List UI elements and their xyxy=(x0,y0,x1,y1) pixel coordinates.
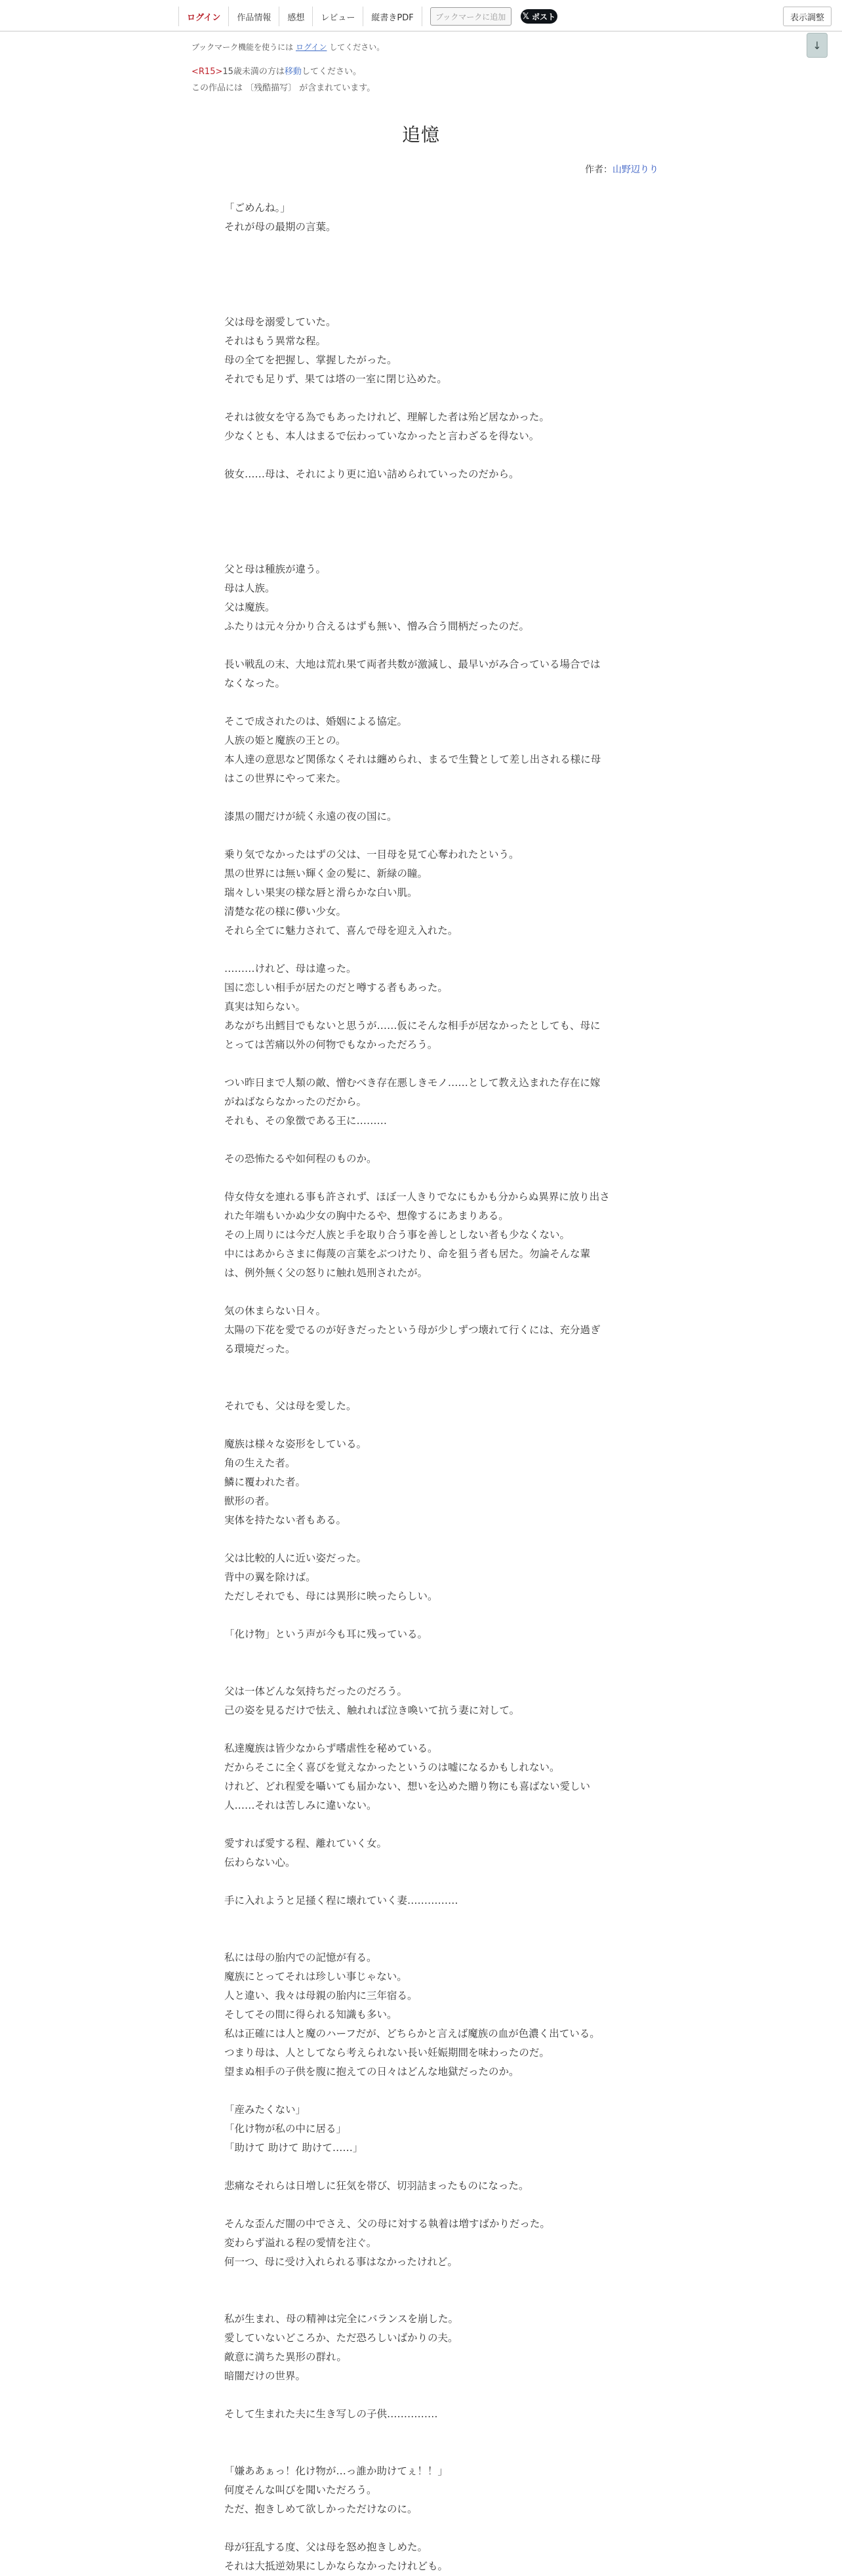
body-line: そして生まれた夫に生き写しの子供…………… xyxy=(224,2408,438,2420)
body-line xyxy=(224,2443,618,2462)
nav-tabs xyxy=(178,7,557,26)
author-link[interactable]: 山野辺りり xyxy=(612,165,658,175)
body-line: つまり母は、人としてなら考えられない長い妊娠期間を味わったのだ。 xyxy=(224,2047,550,2059)
body-line: とっては苦痛以外の何物でもなかっただろう。 xyxy=(224,1039,438,1051)
body-line xyxy=(224,294,618,313)
body-line: はこの世界にやって来た。 xyxy=(224,773,347,784)
body-line: 角の生えた者。 xyxy=(224,1457,296,1469)
body-line: 人と違い、我々は母親の胎内に三年宿る。 xyxy=(224,1990,418,2002)
body-line: 気の休まらない日々。 xyxy=(224,1305,327,1317)
nav-login-link[interactable]: ログイン xyxy=(178,7,229,26)
body-line: 己の姿を見るだけで怯え、触れれば泣き喚いて抗う妻に対して。 xyxy=(224,1704,520,1716)
body-line: 本人達の意思など関係なくそれは纏められ、まるで生贄として差し出される様に母 xyxy=(224,754,601,765)
body-line: つい昨日まで人類の敵、憎むべき存在悪しきモノ……として教え込まれた存在に嫁 xyxy=(224,1077,601,1089)
body-line: 人族の姫と魔族の王との。 xyxy=(224,735,346,746)
body-line: 国に恋しい相手が居たのだと噂する者もあった。 xyxy=(224,982,448,994)
body-line: 私が生まれ、母の精神は完全にバランスを崩した。 xyxy=(224,2313,458,2325)
body-line xyxy=(224,1720,618,1739)
body-line xyxy=(224,1606,618,1625)
body-line: 手に入れようと足掻く程に壊れていく妻…………… xyxy=(224,1895,458,1906)
body-line xyxy=(224,541,618,560)
body-line: 何度そんな叫びを聞いただろう。 xyxy=(224,2484,377,2496)
body-line: 真実は知らない。 xyxy=(224,1001,306,1013)
body-line xyxy=(224,2386,618,2405)
body-line xyxy=(224,2196,618,2215)
body-line: 少なくとも、本人はまるで伝わっていなかったと言わざるを得ない。 xyxy=(224,430,540,442)
novel-title: 追憶 xyxy=(401,124,440,146)
body-line: 私は正確には人と魔のハーフだが、どちらかと言えば魔族の血が色濃く出ている。 xyxy=(224,2028,600,2040)
body-line: そしてその間に得られる知識も多い。 xyxy=(224,2009,397,2021)
body-line xyxy=(224,1169,618,1188)
body-line: 実体を持たない者もある。 xyxy=(224,1514,347,1526)
body-line xyxy=(224,1815,618,1834)
body-line xyxy=(224,1663,618,1682)
body-line: 望まぬ相手の子供を腹に抱えての日々はどんな地獄だったのか。 xyxy=(224,2066,519,2078)
body-line xyxy=(224,1359,618,1378)
body-line: それら全てに魅力されて、喜んで母を迎え入れた。 xyxy=(224,925,458,936)
body-line: ふたりは元々分かり合えるはずも無い、憎み合う間柄だったのだ。 xyxy=(224,620,530,632)
body-line: その上周りには今だ人族と手を取り合う事を善しとしない者も少なくない。 xyxy=(224,1229,571,1241)
body-line xyxy=(224,2272,618,2291)
body-line xyxy=(224,2519,618,2538)
body-line: 悲痛なそれらは日増しに狂気を帯び、切羽詰まったものになった。 xyxy=(224,2180,529,2192)
body-line: なくなった。 xyxy=(224,677,286,689)
body-line: る環境だった。 xyxy=(224,1343,296,1355)
body-line: 中にはあからさまに侮蔑の言葉をぶつけたり、命を狙う者も居た。勿論そんな輩 xyxy=(224,1248,591,1260)
bookmark-notice-prefix: ブックマーク機能を使うには xyxy=(191,43,294,52)
body-line: 「化け物」という声が今も耳に残っている。 xyxy=(224,1628,428,1640)
body-line: 「化け物が私の中に居る」 xyxy=(224,2123,347,2135)
body-line: そんな歪んだ闇の中でさえ、父の母に対する執着は増すばかりだった。 xyxy=(224,2218,550,2230)
novel-body xyxy=(224,199,618,2576)
body-line: 敵意に満ちた異形の群れ。 xyxy=(224,2351,347,2363)
body-line xyxy=(224,1910,618,1929)
body-line xyxy=(224,2082,618,2101)
body-line xyxy=(224,2291,618,2310)
r15-badge: <R15> xyxy=(191,67,223,77)
body-line: 「助けて 助けて 助けて……」 xyxy=(224,2142,363,2154)
body-line: 愛すれば愛する程、離れていく女。 xyxy=(224,1838,388,1849)
x-post-button[interactable] xyxy=(521,9,557,24)
body-line: それも、その象徴である王に……… xyxy=(224,1115,388,1127)
body-line: それでも、父は母を愛した。 xyxy=(224,1400,357,1412)
body-line: 魔族は様々な姿形をしている。 xyxy=(224,1438,367,1450)
bookmark-notice-suffix: してください。 xyxy=(329,43,385,52)
author-line xyxy=(585,163,658,176)
body-line: 父は一体どんな気持ちだったのだろう。 xyxy=(224,1685,408,1697)
body-line: ………けれど、母は違った。 xyxy=(224,963,357,975)
body-line: その恐怖たるや如何程のものか。 xyxy=(224,1153,377,1165)
r15-notice xyxy=(191,64,361,77)
body-line: ただ、抱きしめて欲しかっただけなのに。 xyxy=(224,2503,418,2515)
bookmark-notice xyxy=(191,41,384,52)
body-line: 伝わらない心。 xyxy=(224,1857,296,1868)
body-line: 魔族にとってそれは珍しい事じゃない。 xyxy=(224,1971,407,1982)
body-line: 長い戦乱の末、大地は荒れ果て両者共数が激減し、最早いがみ合っている場合では xyxy=(224,658,601,670)
body-line xyxy=(224,1283,618,1302)
body-line xyxy=(224,275,618,294)
x-post-label: ポスト xyxy=(531,12,555,22)
body-line: それは彼女を守る為でもあったけれど、理解した者は殆ど居なかった。 xyxy=(224,411,550,423)
body-line xyxy=(224,446,618,465)
body-line: 父は魔族。 xyxy=(224,601,275,613)
body-line xyxy=(224,693,618,712)
body-line: それはもう異常な程。 xyxy=(224,335,327,347)
body-line: 父は母を溺愛していた。 xyxy=(224,316,336,328)
body-line: それが母の最期の言葉。 xyxy=(224,221,336,233)
scroll-down-button[interactable] xyxy=(807,33,828,58)
body-line: 乗り気でなかったはずの父は、一目母を見て心奪われたという。 xyxy=(224,849,519,860)
body-line xyxy=(224,256,618,275)
r15-move-link[interactable]: 移動 xyxy=(284,67,302,77)
body-line: 愛していないどころか、ただ恐ろしいばかりの夫。 xyxy=(224,2332,458,2344)
body-line: 鱗に覆われた者。 xyxy=(224,1476,306,1488)
body-line: それは大抵逆効果にしかならなかったけれども。 xyxy=(224,2560,449,2572)
body-line xyxy=(224,1055,618,1074)
body-line xyxy=(224,1929,618,1948)
body-line xyxy=(224,788,618,807)
body-line: 何一つ、母に受け入れられる事はなかったけれど。 xyxy=(224,2256,458,2268)
nav-impressions-link[interactable]: 感想 xyxy=(279,7,313,26)
body-line: 彼女……母は、それにより更に追い詰められていったのだから。 xyxy=(224,468,519,480)
body-line xyxy=(224,1872,618,1891)
body-line: 侍女侍女を連れる事も許されず、ほぼ一人きりでなにもかも分からぬ異界に放り出さ xyxy=(224,1191,610,1203)
body-line: 私には母の胎内での記憶が有る。 xyxy=(224,1952,377,1963)
body-line: 母は人族。 xyxy=(224,582,275,594)
body-line xyxy=(224,237,618,256)
body-line: 暗闇だけの世界。 xyxy=(224,2370,306,2382)
body-line: がねばならなかったのだから。 xyxy=(224,1096,367,1108)
body-line: 変わらず溢れる程の愛情を注ぐ。 xyxy=(224,2237,377,2249)
nav-review-link[interactable]: レビュー xyxy=(313,7,363,26)
body-line: けれど、どれ程愛を囁いても届かない、想いを込めた贈り物にも喜ばない愛しい xyxy=(224,1781,591,1792)
body-line xyxy=(224,389,618,408)
body-line: 母が狂乱する度、父は母を怒め抱きしめた。 xyxy=(224,2541,428,2553)
body-line: 「産みたくない」 xyxy=(224,2104,306,2116)
body-line: それでも足りず、果ては塔の一室に閉じ込めた。 xyxy=(224,373,447,385)
body-line xyxy=(224,636,618,655)
x-logo-icon: 𝕏 xyxy=(522,11,529,22)
body-line: 獣形の者。 xyxy=(224,1495,275,1507)
body-line xyxy=(224,522,618,541)
body-line xyxy=(224,484,618,503)
body-line: あながち出鱈目でもないと思うが……仮にそんな相手が居なかったとしても、母に xyxy=(224,1020,601,1032)
body-line: 背中の翼を除けば。 xyxy=(224,1571,316,1583)
top-navigation-bar xyxy=(0,0,842,31)
body-line: 父は比較的人に近い姿だった。 xyxy=(224,1552,367,1564)
body-line: れた年端もいかぬ少女の胸中たるや、想像するにあまりある。 xyxy=(224,1210,509,1222)
body-line xyxy=(224,1644,618,1663)
body-line xyxy=(224,1416,618,1435)
nav-work-info-link[interactable]: 作品情報 xyxy=(229,7,279,26)
body-line xyxy=(224,826,618,845)
body-line xyxy=(224,940,618,959)
content-warning-notice: この作品には 〔残酷描写〕 が含まれています。 xyxy=(191,83,376,93)
body-line: 黒の世界には無い輝く金の髪に、新緑の瞳。 xyxy=(224,868,428,879)
body-line: 漆黒の闇だけが続く永遠の夜の国に。 xyxy=(224,811,397,822)
body-line: 清楚な花の様に儚い少女。 xyxy=(224,906,347,917)
body-line: 人……それは苦しみに違いない。 xyxy=(224,1800,377,1811)
author-label: 作者： xyxy=(585,165,612,175)
body-line: だからそこに全く喜びを覚えなかったというのは嘘になるかもしれない。 xyxy=(224,1761,560,1773)
body-line xyxy=(224,2158,618,2177)
body-line: 私達魔族は皆少なからず嗜虐性を秘めている。 xyxy=(224,1742,438,1754)
body-line: 父と母は種族が違う。 xyxy=(224,563,327,575)
r15-notice-suffix: してください。 xyxy=(301,67,361,77)
body-line xyxy=(224,2424,618,2443)
body-line xyxy=(224,1131,618,1150)
bookmark-login-link[interactable]: ログイン xyxy=(296,43,327,52)
body-line: 母の全てを把握し、掌握したがった。 xyxy=(224,354,397,366)
body-line: 太陽の下花を愛でるのが好きだったという母が少しずつ壊れて行くには、充分過ぎ xyxy=(224,1324,601,1336)
body-line: 「ごめんね。」 xyxy=(224,202,291,214)
body-line: 瑞々しい果実の様な唇と滑らかな白い肌。 xyxy=(224,887,418,898)
display-settings-button[interactable]: 表示調整 xyxy=(783,7,832,26)
arrow-down-icon: ↓ xyxy=(812,39,822,52)
nav-vertical-pdf-link[interactable]: 縦書きPDF xyxy=(363,7,422,26)
body-line: は、例外無く父の怒りに触れ処刑されたが。 xyxy=(224,1267,428,1279)
body-line xyxy=(224,1530,618,1549)
body-line: そこで成されたのは、婚姻による協定。 xyxy=(224,715,408,727)
body-line xyxy=(224,1378,618,1397)
body-line xyxy=(224,503,618,522)
body-line: ただしそれでも、母には異形に映ったらしい。 xyxy=(224,1590,438,1602)
body-line: 「嫌ああぁっ！化け物が…っ誰か助けてぇ！！」 xyxy=(224,2465,448,2477)
add-bookmark-button[interactable]: ブックマークに追加 xyxy=(430,7,511,26)
r15-notice-prefix: 15歳未満の方は xyxy=(222,67,285,77)
